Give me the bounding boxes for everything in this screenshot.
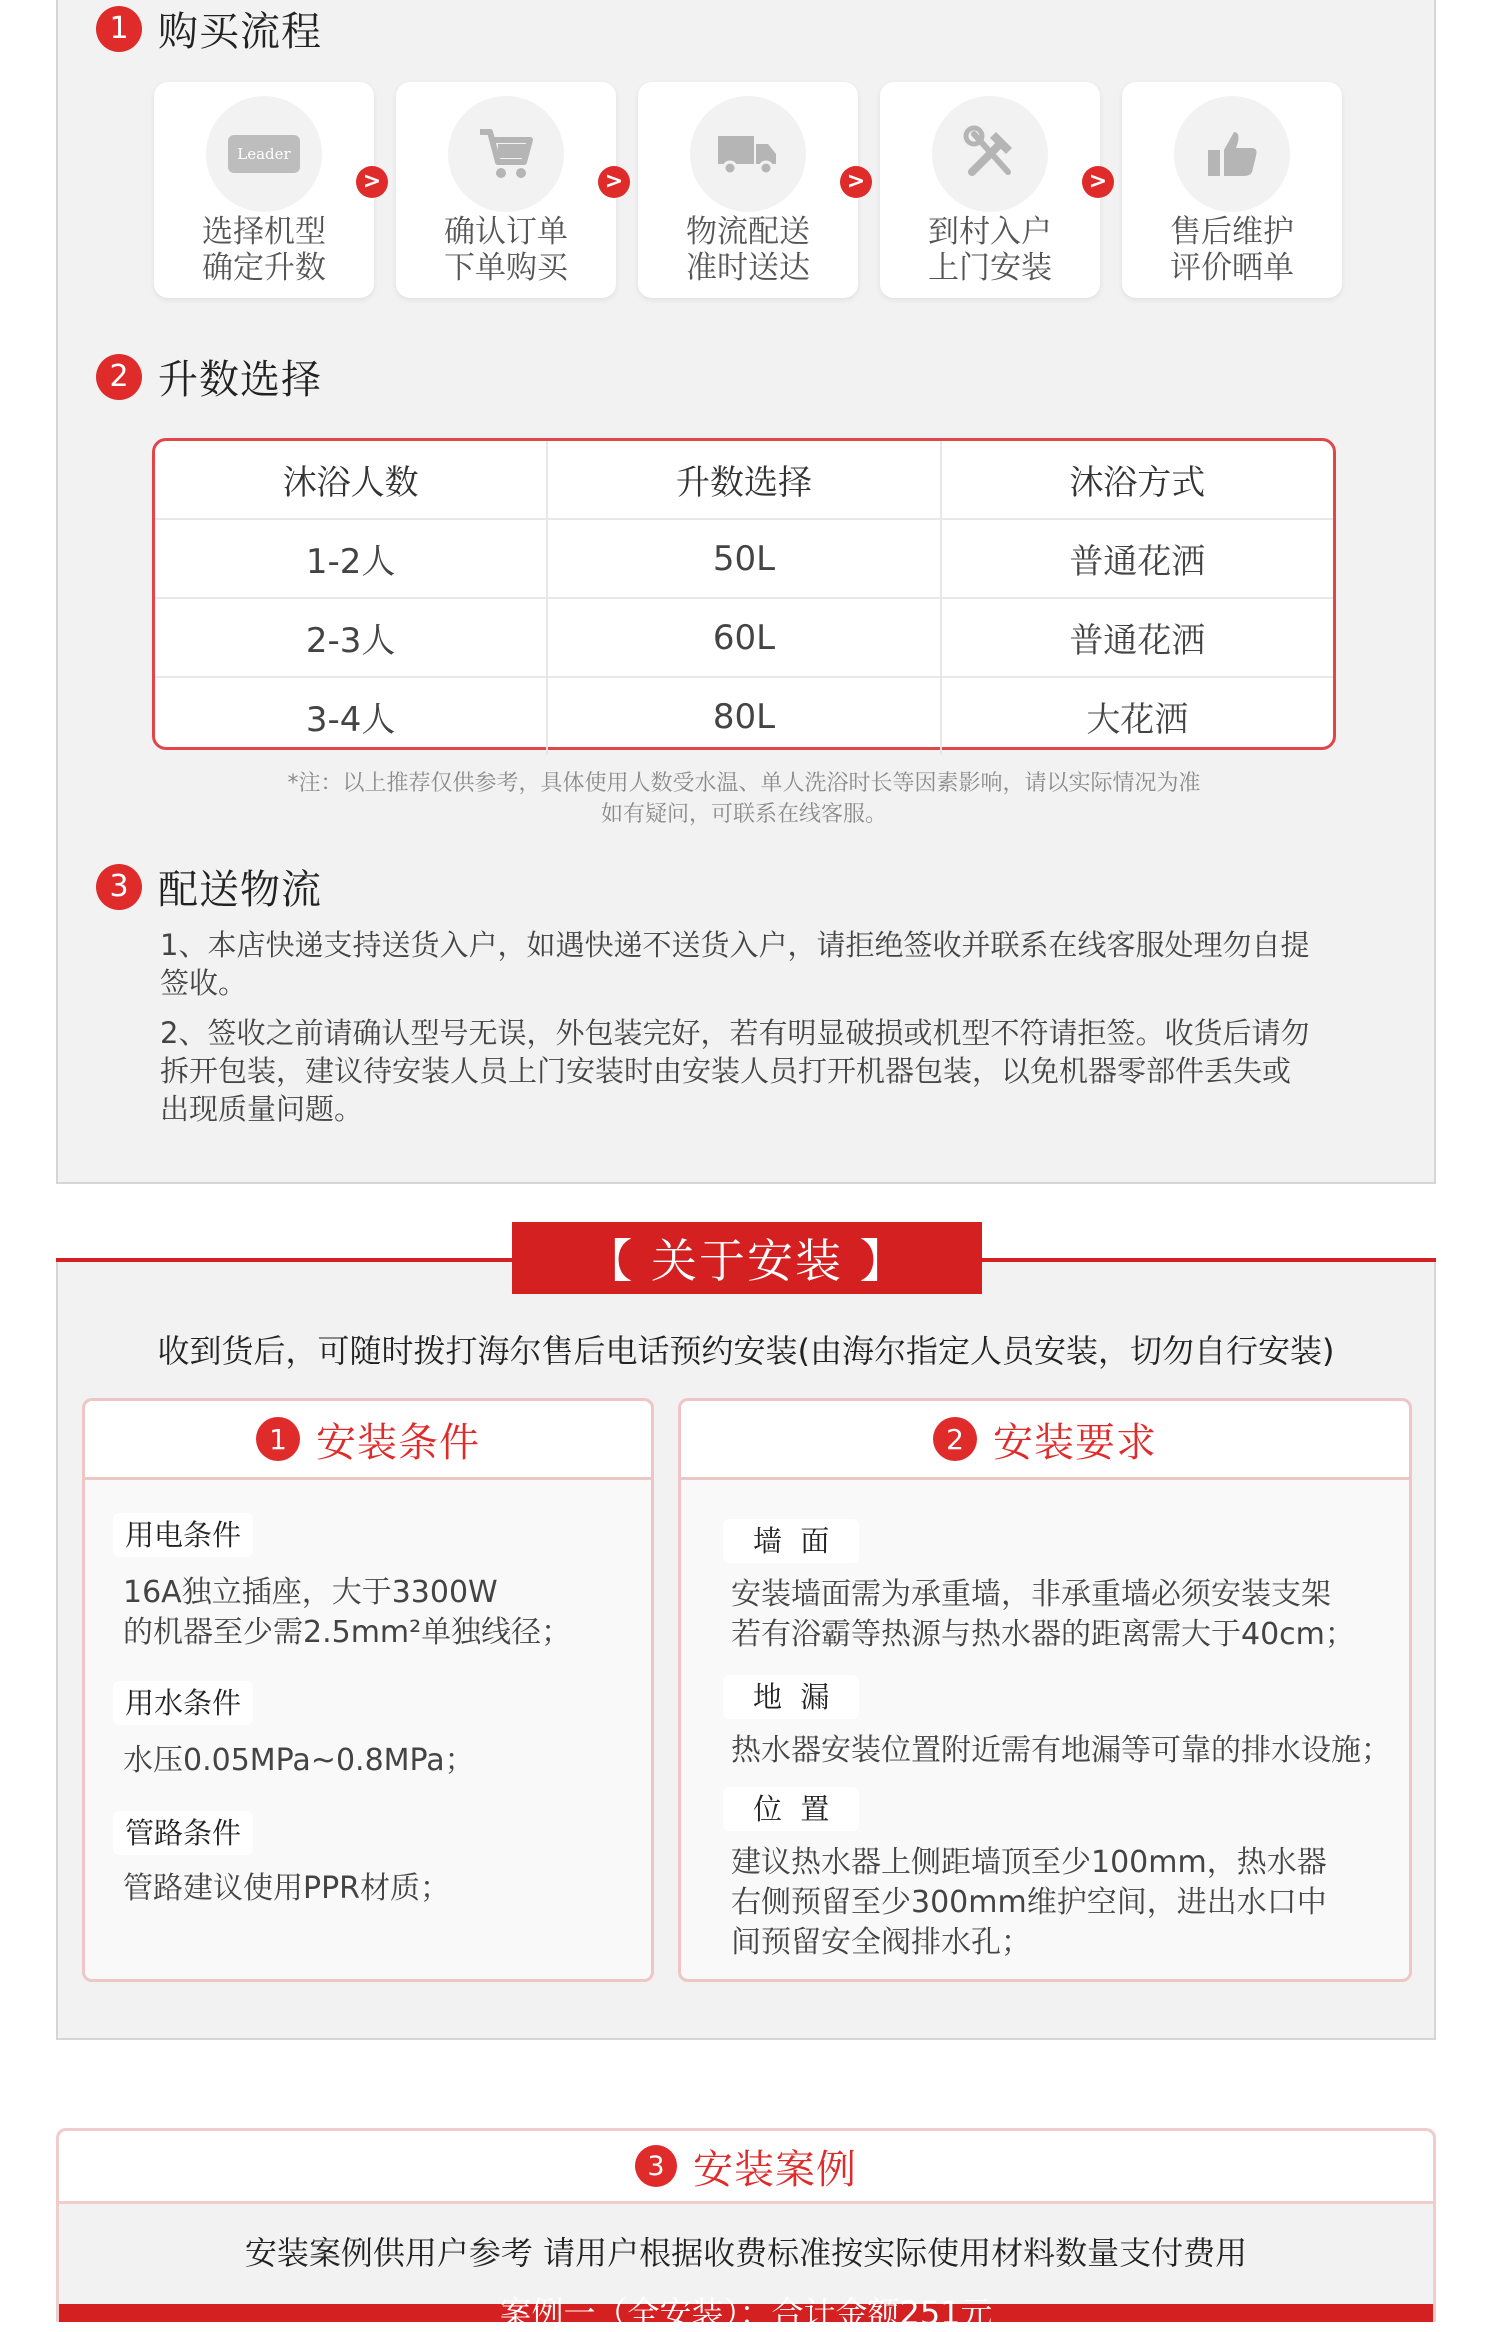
table-cell: 1-2人 bbox=[155, 520, 548, 597]
install-banner: 【 关于安装 】 bbox=[512, 1222, 982, 1294]
delivery-title: 配送物流 bbox=[158, 867, 322, 913]
table-note-contact: 如有疑问，可联系在线客服。 bbox=[600, 802, 887, 827]
case-price-text: 案例一（全安装）：合计金额251元 bbox=[499, 2294, 993, 2332]
position-requirement-line: 右侧预留至少300mm维护空间，进出水口中 bbox=[731, 1885, 1327, 1920]
install-requirements-box bbox=[678, 1398, 1412, 1982]
step-card-aftersale bbox=[1122, 82, 1342, 298]
position-requirement-line: 间预留安全阀排水孔； bbox=[731, 1925, 1031, 1960]
step-arrow-icon: > bbox=[840, 166, 872, 198]
pipe-condition-tag: 管路条件 bbox=[113, 1811, 253, 1855]
table-cell: 80L bbox=[548, 678, 941, 755]
section-number-badge: 2 bbox=[933, 1417, 977, 1461]
table-cell: 普通花洒 bbox=[1069, 542, 1206, 582]
table-row bbox=[155, 520, 1333, 599]
power-condition-line: 的机器至少需2.5mm²单独线径； bbox=[123, 1615, 572, 1650]
table-cell: 3-4人 bbox=[155, 678, 548, 755]
step-arrow-icon: > bbox=[1082, 166, 1114, 198]
step-label-line2: 确定升数 bbox=[202, 250, 326, 286]
conditions-header bbox=[85, 1401, 651, 1480]
requirements-title: 安装要求 bbox=[993, 1419, 1157, 1466]
section-number-badge: 2 bbox=[96, 354, 142, 400]
table-cell: 50L bbox=[548, 520, 941, 597]
step-label-line2: 下单购买 bbox=[444, 250, 568, 286]
step-label-line1: 售后维护 bbox=[1170, 214, 1294, 250]
table-cell: 2-3人 bbox=[155, 599, 548, 676]
cases-description: 安装案例供用户参考 请用户根据收费标准按实际使用材料数量支付费用 bbox=[244, 2234, 1248, 2272]
power-condition-tag: 用电条件 bbox=[113, 1513, 253, 1557]
purchase-section-title bbox=[96, 0, 322, 57]
position-requirement-line: 建议热水器上侧距墙顶至少100mm，热水器 bbox=[731, 1845, 1327, 1880]
step-label-line2: 上门安装 bbox=[928, 250, 1052, 286]
step-card-delivery bbox=[638, 82, 858, 298]
step-label-line2: 准时送达 bbox=[686, 250, 810, 286]
table-header-row bbox=[155, 441, 1333, 520]
table-cell: 大花洒 bbox=[1086, 700, 1189, 740]
wall-requirement-tag: 墙 面 bbox=[723, 1519, 859, 1563]
step-card-select bbox=[154, 82, 374, 298]
wall-requirement-line: 安装墙面需为承重墙，非承重墙必须安装支架 bbox=[731, 1577, 1331, 1612]
step-card-order bbox=[396, 82, 616, 298]
section-number-badge: 1 bbox=[96, 6, 142, 52]
table-cell: 普通花洒 bbox=[1069, 621, 1206, 661]
capacity-section-title bbox=[96, 348, 322, 405]
step-arrow-icon: > bbox=[598, 166, 630, 198]
cases-header bbox=[59, 2131, 1433, 2204]
pipe-condition-line: 管路建议使用PPR材质； bbox=[123, 1871, 451, 1906]
step-arrow-icon: > bbox=[356, 166, 388, 198]
table-row bbox=[155, 599, 1333, 678]
install-conditions-box bbox=[82, 1398, 654, 1982]
leader-logo-icon bbox=[206, 96, 322, 212]
purchase-title: 购买流程 bbox=[158, 9, 322, 55]
thumbs-up-icon bbox=[1174, 96, 1290, 212]
delivery-paragraph-1: 1、本店快递支持送货入户，如遇快递不送货入户，请拒绝签收并联系在线客服处理勿自提签收。 bbox=[160, 928, 1310, 1000]
step-label-line1: 确认订单 bbox=[444, 214, 568, 250]
position-requirement-tag: 位 置 bbox=[723, 1787, 859, 1831]
section-number-badge: 3 bbox=[96, 864, 142, 910]
section-number-badge: 1 bbox=[256, 1417, 300, 1461]
table-header-cell: 沐浴人数 bbox=[155, 441, 548, 518]
step-label-line1: 选择机型 bbox=[202, 214, 326, 250]
table-row bbox=[155, 678, 1333, 755]
step-label-line2: 评价晒单 bbox=[1170, 250, 1294, 286]
delivery-paragraph-2: 2、签收之前请确认型号无误，外包装完好，若有明显破损或机型不符请拒签。收货后请勿拆开包装，建议待安装人员上门安装时由安装人员打开机器包装，以免机器零部件丢失或出现质量问题。 bbox=[160, 1016, 1310, 1126]
table-note: *注：以上推荐仅供参考，具体使用人数受水温、单人洗浴时长等因素影响，请以实际情况为准 bbox=[287, 771, 1201, 796]
water-condition-line: 水压0.05MPa~0.8MPa； bbox=[123, 1743, 475, 1778]
shopping-cart-icon bbox=[448, 96, 564, 212]
table-header-cell: 沐浴方式 bbox=[1069, 463, 1206, 503]
requirements-header bbox=[681, 1401, 1409, 1480]
table-cell: 60L bbox=[548, 599, 941, 676]
step-label-line1: 到村入户 bbox=[928, 214, 1052, 250]
install-intro: 收到货后，可随时拨打海尔售后电话预约安装(由海尔指定人员安装，切勿自行安装) bbox=[157, 1332, 1335, 1370]
leader-logo-text: Leader bbox=[228, 135, 300, 173]
drain-requirement-line: 热水器安装位置附近需有地漏等可靠的排水设施； bbox=[731, 1733, 1391, 1768]
step-label-line1: 物流配送 bbox=[686, 214, 810, 250]
section-number-badge: 3 bbox=[635, 2145, 677, 2187]
wall-requirement-line: 若有浴霸等热源与热水器的距离需大于40cm； bbox=[731, 1617, 1355, 1652]
step-card-install bbox=[880, 82, 1100, 298]
capacity-title: 升数选择 bbox=[158, 357, 322, 403]
case-price-bar bbox=[59, 2294, 1433, 2332]
delivery-section-title bbox=[96, 858, 322, 915]
conditions-title: 安装条件 bbox=[316, 1419, 480, 1466]
power-condition-line: 16A独立插座，大于3300W bbox=[123, 1575, 498, 1610]
water-condition-tag: 用水条件 bbox=[113, 1681, 253, 1725]
delivery-truck-icon bbox=[690, 96, 806, 212]
capacity-table bbox=[152, 438, 1336, 750]
table-header-cell: 升数选择 bbox=[548, 441, 941, 518]
cases-title: 安装案例 bbox=[693, 2146, 857, 2193]
drain-requirement-tag: 地 漏 bbox=[723, 1675, 859, 1719]
tools-icon bbox=[932, 96, 1048, 212]
